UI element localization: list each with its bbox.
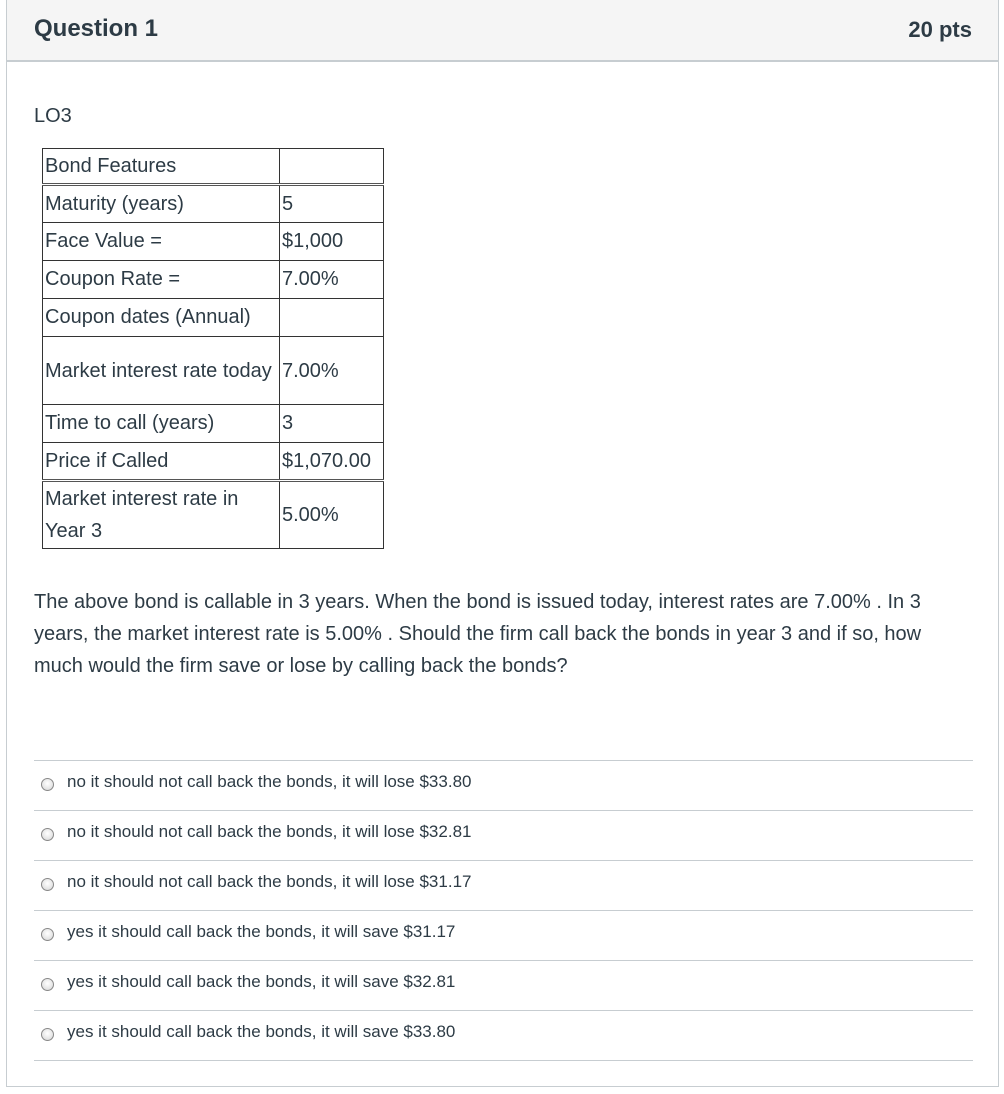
question-title: Question 1 <box>34 15 159 42</box>
answer-label[interactable]: yes it should call back the bonds, it will save $33.80 <box>67 1022 456 1041</box>
row-label: Maturity (years) <box>43 185 280 223</box>
table-row <box>43 481 384 549</box>
table-header-row <box>43 149 384 185</box>
row-value: 5.00% <box>280 481 384 549</box>
learning-outcome: LO3 <box>34 105 72 127</box>
row-value: $1,070.00 <box>280 443 384 481</box>
radio-button[interactable] <box>41 778 54 791</box>
table-row <box>43 261 384 299</box>
radio-button[interactable] <box>41 928 54 941</box>
row-value: 7.00% <box>280 261 384 299</box>
answer-option[interactable] <box>34 1011 973 1061</box>
row-value: 5 <box>280 185 384 223</box>
row-value <box>280 299 384 337</box>
bond-features-table <box>42 148 384 549</box>
row-label: Coupon Rate = <box>43 261 280 299</box>
table-row <box>43 185 384 223</box>
answer-option[interactable] <box>34 761 973 811</box>
row-label: Market interest rate today <box>43 337 280 405</box>
radio-button[interactable] <box>41 978 54 991</box>
answer-option[interactable] <box>34 911 973 961</box>
radio-button[interactable] <box>41 1028 54 1041</box>
table-row <box>43 299 384 337</box>
answer-label[interactable]: no it should not call back the bonds, it will lose $31.17 <box>67 872 472 891</box>
row-label: Market interest rate in Year 3 <box>43 481 280 549</box>
row-label: Price if Called <box>43 443 280 481</box>
table-header-label: Bond Features <box>43 149 280 185</box>
answer-list <box>34 760 973 1061</box>
question-prompt: The above bond is callable in 3 years. When the bond is issued today, interest rates are 7.00% . In 3 years, the market interest rate is 5.00% . Should the firm call back the bonds in year 3 and if so, how much would the firm save or lose by calling back the bonds? <box>34 591 922 677</box>
row-value: $1,000 <box>280 223 384 261</box>
table-row <box>43 337 384 405</box>
answer-option[interactable] <box>34 861 973 911</box>
answer-label[interactable]: no it should not call back the bonds, it will lose $32.81 <box>67 822 472 841</box>
row-value: 3 <box>280 405 384 443</box>
answer-option[interactable] <box>34 811 973 861</box>
question-header <box>7 0 998 62</box>
answer-option[interactable] <box>34 961 973 1011</box>
radio-button[interactable] <box>41 828 54 841</box>
quiz-question-panel <box>6 0 999 1087</box>
table-row <box>43 223 384 261</box>
question-points: 20 pts <box>908 17 972 42</box>
row-label: Coupon dates (Annual) <box>43 299 280 337</box>
row-label: Time to call (years) <box>43 405 280 443</box>
answer-label[interactable]: yes it should call back the bonds, it will save $31.17 <box>67 922 456 941</box>
table-row <box>43 443 384 481</box>
answer-label[interactable]: yes it should call back the bonds, it will save $32.81 <box>67 972 456 991</box>
answer-label[interactable]: no it should not call back the bonds, it will lose $33.80 <box>67 772 472 791</box>
row-value: 7.00% <box>280 337 384 405</box>
table-row <box>43 405 384 443</box>
table-header-value <box>280 149 384 185</box>
row-label: Face Value = <box>43 223 280 261</box>
radio-button[interactable] <box>41 878 54 891</box>
